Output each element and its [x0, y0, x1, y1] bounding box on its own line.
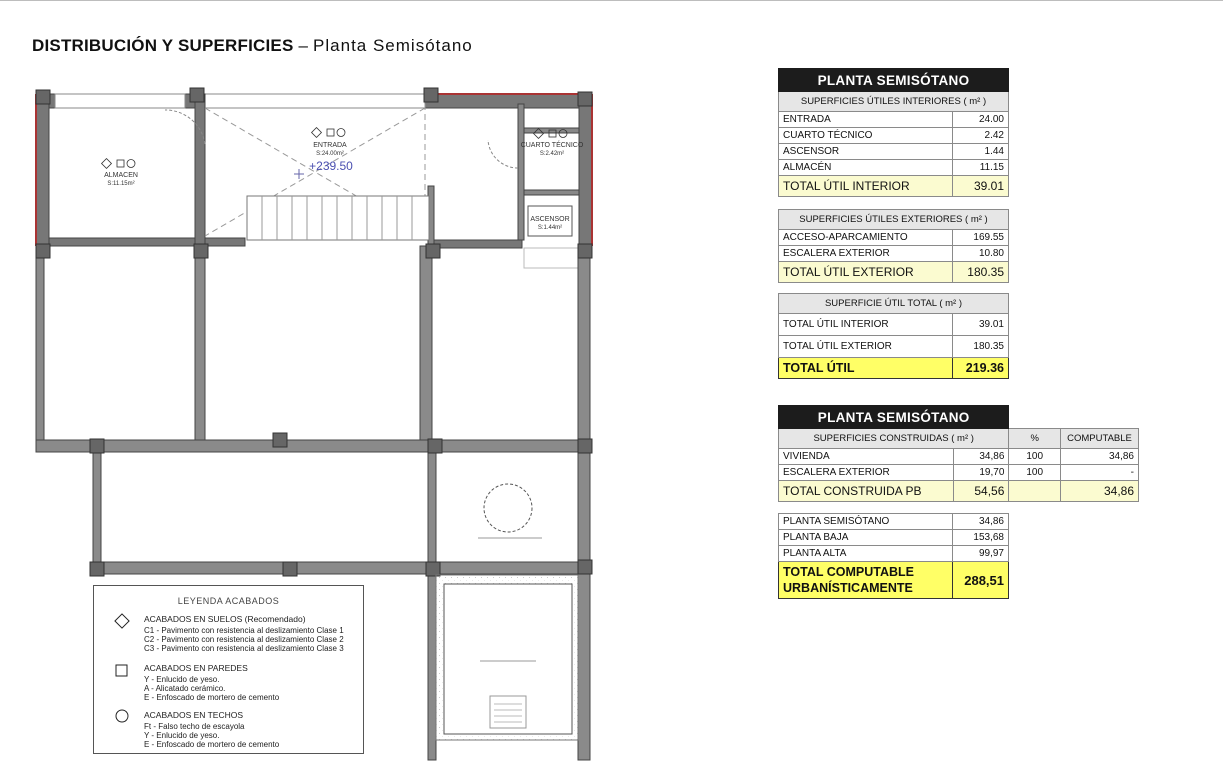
total-value: 54,56 [953, 481, 1009, 502]
row-value: 24.00 [953, 112, 1009, 128]
total-label: TOTAL CONSTRUIDA PB [779, 481, 954, 502]
table-row [779, 530, 1009, 546]
level-marker: +239.50 [309, 159, 353, 173]
row-label: TOTAL ÚTIL INTERIOR [779, 314, 953, 336]
row-computable: 34,86 [1061, 449, 1139, 465]
row-computable: - [1061, 465, 1139, 481]
pct-header: % [1009, 429, 1061, 449]
row-label: VIVIENDA [779, 449, 954, 465]
legend-walls-heading: ACABADOS EN PAREDES [144, 663, 248, 673]
row-label: ESCALERA EXTERIOR [779, 465, 954, 481]
row-value: 99,97 [953, 546, 1009, 562]
legend-floors-heading: ACABADOS EN SUELOS (Recomendado) [144, 614, 306, 624]
legend-walls [144, 663, 359, 702]
row-value: 1.44 [953, 144, 1009, 160]
total-computable: 34,86 [1061, 481, 1139, 502]
built-surfaces-table [778, 405, 1139, 502]
built-subheader: SUPERFICIES CONSTRUIDAS ( m² ) [779, 429, 1009, 449]
total-label: TOTAL ÚTIL EXTERIOR [779, 262, 953, 283]
total-value: 180.35 [953, 262, 1009, 283]
legend-ceilings-line: E - Enfoscado de mortero de cemento [144, 740, 280, 749]
row-value: 153,68 [953, 530, 1009, 546]
room-label-almacen: ALMACEN [104, 172, 138, 179]
room-area-entrada: S:24.00m² [316, 151, 344, 157]
exterior-subheader: SUPERFICIES ÚTILES EXTERIORES ( m² ) [779, 210, 1009, 230]
legend-floors-line: C3 - Pavimento con resistencia al deslizamiento Clase 3 [144, 644, 344, 653]
row-label: ASCENSOR [779, 144, 953, 160]
legend-floors-line: C1 - Pavimento con resistencia al deslizamiento Clase 1 [144, 626, 344, 635]
row-value: 2.42 [953, 128, 1009, 144]
total-label: TOTAL ÚTIL INTERIOR [779, 176, 953, 197]
legend-ceilings-line: Y - Enlucido de yeso. [144, 731, 220, 740]
total-useful-table [778, 293, 1009, 379]
row-label: ESCALERA EXTERIOR [779, 246, 953, 262]
table-row [779, 546, 1009, 562]
grand-total-value: 219.36 [953, 358, 1009, 379]
legend-walls-line: E - Enfoscado de mortero de cemento [144, 693, 280, 702]
table-row [779, 514, 1009, 530]
table-row [779, 465, 1139, 481]
finishes-legend [93, 585, 364, 754]
interior-total-row [779, 176, 1009, 197]
table-row [779, 336, 1009, 358]
room-area-cuarto-tecnico: S:2.42m² [539, 151, 565, 157]
row-label: CUARTO TÉCNICO [779, 128, 953, 144]
row-value: 39.01 [953, 314, 1009, 336]
computable-total-label-line: URBANÍSTICAMENTE [783, 581, 913, 595]
wall-left-upper [36, 94, 49, 254]
computable-total-label-line: TOTAL COMPUTABLE [783, 565, 915, 579]
row-label: ENTRADA [779, 112, 953, 128]
exterior-total-row [779, 262, 1009, 283]
row-label: ALMACÉN [779, 160, 953, 176]
table-row [779, 112, 1009, 128]
row-value: 19,70 [953, 465, 1009, 481]
table-row [779, 230, 1009, 246]
room-area-ascensor: S:1.44m² [537, 225, 563, 231]
useful-surfaces-table [778, 68, 1009, 197]
row-value: 180.35 [953, 336, 1009, 358]
grand-total-label: TOTAL ÚTIL [779, 358, 953, 379]
table-row [779, 246, 1009, 262]
diamond-icon [114, 613, 130, 629]
row-label: PLANTA ALTA [779, 546, 953, 562]
grand-total-row [779, 358, 1009, 379]
legend-ceilings-line: Ft - Falso techo de escayola [144, 722, 245, 731]
computable-total-value: 288,51 [953, 562, 1009, 599]
legend-walls-line: Y - Enlucido de yeso. [144, 675, 220, 684]
room-label-ascensor: ASCENSOR [530, 216, 570, 223]
built-total-row [779, 481, 1139, 502]
table-row [779, 314, 1009, 336]
table1-header: PLANTA SEMISÓTANO [779, 69, 1009, 92]
row-pct: 100 [1009, 449, 1061, 465]
legend-floors [144, 614, 359, 653]
table2-header: PLANTA SEMISÓTANO [779, 406, 1009, 429]
page-subtitle: Planta Semisótano [313, 36, 473, 55]
row-label: TOTAL ÚTIL EXTERIOR [779, 336, 953, 358]
row-value: 11.15 [953, 160, 1009, 176]
exterior-surfaces-table [778, 209, 1009, 283]
table-row [779, 160, 1009, 176]
circle-icon [114, 708, 130, 724]
table-row [779, 128, 1009, 144]
room-area-almacen: S:11.15m² [107, 181, 135, 187]
row-value: 169.55 [953, 230, 1009, 246]
legend-floors-line: C2 - Pavimento con resistencia al deslizamiento Clase 2 [144, 635, 344, 644]
table-row [779, 449, 1139, 465]
square-icon [114, 663, 130, 679]
row-label: PLANTA SEMISÓTANO [779, 514, 953, 530]
floors-table [778, 513, 1009, 599]
page-title-separator: – [298, 36, 309, 55]
row-pct: 100 [1009, 465, 1061, 481]
wall-right-upper [579, 94, 592, 254]
row-value: 34,86 [953, 449, 1009, 465]
computable-total-label [779, 562, 953, 599]
row-value: 34,86 [953, 514, 1009, 530]
computable-total-row [779, 562, 1009, 599]
interior-subheader: SUPERFICIES ÚTILES INTERIORES ( m² ) [779, 92, 1009, 112]
page-title-main: DISTRIBUCIÓN Y SUPERFICIES [32, 36, 294, 55]
legend-ceilings [144, 710, 359, 749]
row-label: PLANTA BAJA [779, 530, 953, 546]
legend-ceilings-heading: ACABADOS EN TECHOS [144, 710, 244, 720]
row-value: 10.80 [953, 246, 1009, 262]
room-label-entrada: ENTRADA [313, 142, 347, 149]
row-label: ACCESO-APARCAMIENTO [779, 230, 953, 246]
legend-title: LEYENDA ACABADOS [177, 596, 280, 606]
total-value: 39.01 [953, 176, 1009, 197]
room-label-cuarto-tecnico: CUARTO TÉCNICO [520, 142, 584, 149]
table-row [779, 144, 1009, 160]
total-subheader: SUPERFICIE ÚTIL TOTAL ( m² ) [779, 294, 1009, 314]
legend-walls-line: A - Alicatado cerámico. [144, 684, 226, 693]
computable-header: COMPUTABLE [1061, 429, 1139, 449]
